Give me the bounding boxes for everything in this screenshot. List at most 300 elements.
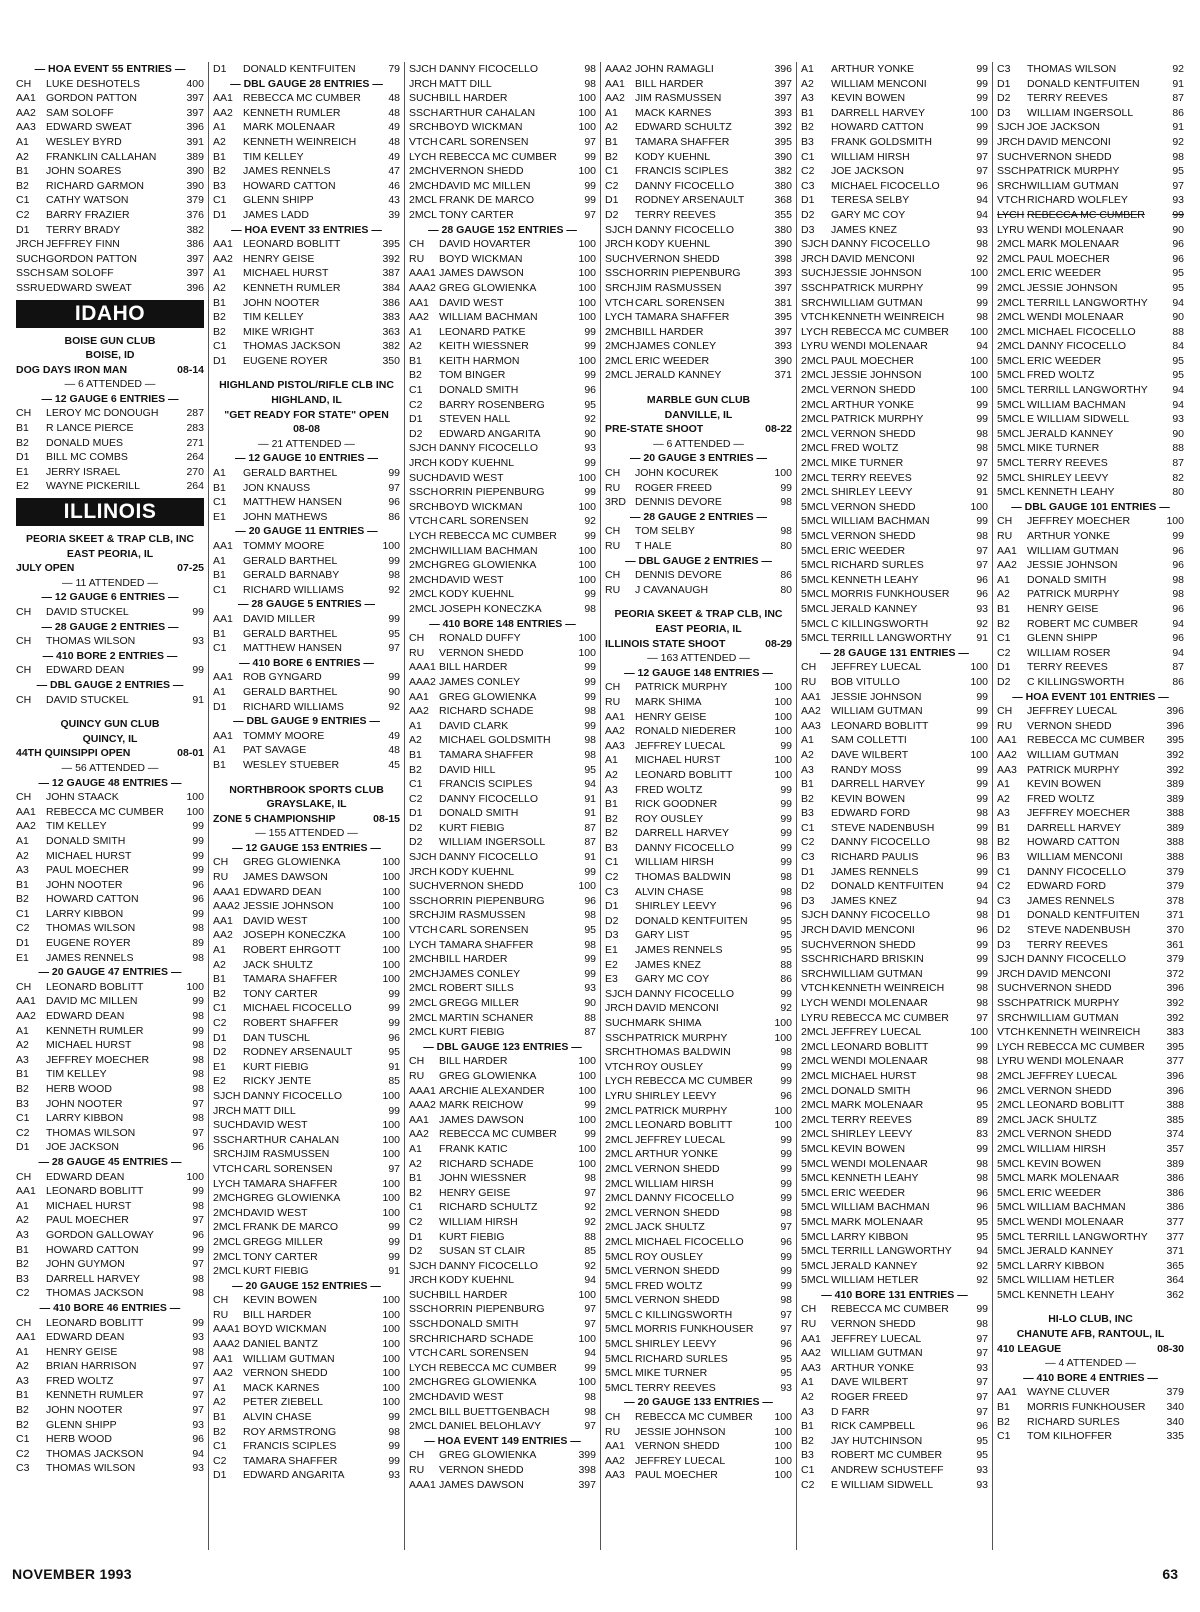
class-code: 2MCL bbox=[801, 1128, 830, 1141]
class-code: A3 bbox=[16, 1228, 29, 1241]
class-code: C1 bbox=[213, 340, 227, 353]
shooter-name: HOWARD CATTON bbox=[46, 893, 139, 906]
shooter-name: BRIAN HARRISON bbox=[46, 1360, 137, 1373]
shooter-name: FRED WOLTZ bbox=[1027, 792, 1095, 805]
event-header: — DBL GAUGE 2 ENTRIES — bbox=[36, 678, 184, 691]
score: 99 bbox=[780, 987, 792, 1000]
score: 386 bbox=[382, 296, 400, 309]
score: 100 bbox=[774, 1454, 792, 1467]
class-code: 2MCL bbox=[409, 588, 438, 601]
class-code: AAA2 bbox=[409, 281, 436, 294]
result-row bbox=[409, 193, 596, 208]
class-code: A1 bbox=[213, 467, 226, 480]
score: 85 bbox=[584, 1245, 596, 1258]
score: 95 bbox=[1172, 165, 1184, 178]
score: 97 bbox=[976, 1391, 988, 1404]
shooter-name: MATT DILL bbox=[243, 1104, 296, 1117]
score: 364 bbox=[1166, 1274, 1184, 1287]
result-row bbox=[605, 1235, 792, 1250]
class-code: C2 bbox=[409, 398, 423, 411]
shooter-name: DAN TUSCHL bbox=[243, 1031, 310, 1044]
score: 98 bbox=[976, 836, 988, 849]
result-row bbox=[605, 325, 792, 340]
result-row bbox=[801, 792, 988, 807]
class-code: SRCH bbox=[605, 281, 635, 294]
result-row bbox=[997, 1113, 1184, 1128]
class-code: E2 bbox=[213, 1075, 226, 1088]
class-code: RU bbox=[997, 719, 1013, 732]
result-row bbox=[213, 758, 400, 773]
class-code: SRCH bbox=[213, 1148, 243, 1161]
shoot-title bbox=[213, 812, 400, 827]
result-row bbox=[213, 466, 400, 481]
score: 99 bbox=[780, 1075, 792, 1088]
page-number: 63 bbox=[1162, 1566, 1178, 1582]
class-code: C2 bbox=[605, 179, 619, 192]
class-code: A1 bbox=[997, 573, 1010, 586]
score: 100 bbox=[774, 1411, 792, 1424]
shooter-name: FRANCIS SCIPLES bbox=[243, 1440, 337, 1453]
class-code: 5MCL bbox=[997, 1157, 1026, 1170]
result-row bbox=[409, 1346, 596, 1361]
result-row bbox=[16, 1272, 204, 1287]
shooter-name: SUSAN ST CLAIR bbox=[439, 1245, 526, 1258]
class-code: C1 bbox=[801, 150, 815, 163]
class-code: D1 bbox=[16, 223, 30, 236]
club-heading: EAST PEORIA, IL bbox=[655, 622, 742, 635]
result-row bbox=[16, 994, 204, 1009]
score: 96 bbox=[1172, 602, 1184, 615]
result-row bbox=[997, 894, 1184, 909]
result-row bbox=[801, 77, 988, 92]
result-row bbox=[213, 1162, 400, 1177]
shooter-name: KODY KUEHNL bbox=[439, 588, 515, 601]
class-code: AA1 bbox=[213, 540, 233, 552]
score: 95 bbox=[1172, 281, 1184, 294]
result-row bbox=[801, 1230, 988, 1245]
result-row bbox=[801, 427, 988, 442]
class-code: VTCH bbox=[801, 311, 830, 324]
score: 100 bbox=[578, 281, 596, 294]
shooter-name: MIKE WRIGHT bbox=[243, 325, 315, 338]
shooter-name: DONALD SMITH bbox=[831, 1084, 911, 1097]
result-row bbox=[997, 1429, 1184, 1444]
shooter-name: JERALD KANNEY bbox=[831, 1259, 918, 1272]
shooter-name: JOHN WIESSNER bbox=[439, 1172, 527, 1185]
shooter-name: DONALD MUES bbox=[46, 436, 124, 449]
shooter-name: DAVID STUCKEL bbox=[46, 606, 129, 618]
score: 100 bbox=[578, 121, 596, 134]
class-code: 2MCL bbox=[605, 1104, 634, 1117]
shooter-name: THOMAS WILSON bbox=[46, 922, 136, 935]
club-heading: QUINCY, IL bbox=[82, 732, 138, 745]
result-row bbox=[213, 237, 400, 252]
class-code: 2MCL bbox=[997, 1128, 1026, 1141]
score: 395 bbox=[382, 238, 400, 251]
result-row bbox=[801, 879, 988, 894]
class-code: 2MCL bbox=[409, 1405, 438, 1418]
shooter-name: JOE JACKSON bbox=[46, 1141, 119, 1154]
score: 99 bbox=[976, 121, 988, 134]
class-code: CH bbox=[16, 980, 32, 993]
class-code: B2 bbox=[801, 1434, 814, 1447]
result-row bbox=[997, 325, 1184, 340]
score: 96 bbox=[584, 894, 596, 907]
shooter-name: ROY OUSLEY bbox=[635, 1250, 704, 1263]
class-code: SJCH bbox=[801, 909, 829, 922]
shooter-name: SHIRLEY LEEVY bbox=[635, 900, 717, 913]
class-code: A1 bbox=[213, 744, 226, 757]
score: 96 bbox=[780, 1338, 792, 1351]
event-header: — DBL GAUGE 28 ENTRIES — bbox=[230, 77, 383, 90]
result-row bbox=[801, 1434, 988, 1449]
class-code: AA1 bbox=[213, 671, 233, 684]
class-code: SJCH bbox=[997, 121, 1025, 134]
result-row bbox=[213, 1147, 400, 1162]
result-row bbox=[801, 996, 988, 1011]
class-code: B1 bbox=[409, 748, 422, 761]
shooter-name: E WILLIAM SIDWELL bbox=[831, 1478, 934, 1491]
class-code: AA3 bbox=[605, 1469, 625, 1482]
class-code: AA2 bbox=[213, 252, 233, 265]
class-code: SSCH bbox=[213, 1133, 243, 1146]
shooter-name: REBECCA MC CUMBER bbox=[439, 530, 557, 542]
result-row bbox=[409, 835, 596, 850]
class-code: 2MCL bbox=[409, 602, 438, 615]
club-heading: HIGHLAND, IL bbox=[271, 394, 342, 407]
result-row bbox=[801, 865, 988, 880]
shooter-name: THOMAS WILSON bbox=[46, 1126, 136, 1139]
score: 386 bbox=[1166, 1172, 1184, 1185]
shooter-name: DAVID MILLER bbox=[243, 612, 316, 625]
shooter-name: BILL HARDER bbox=[439, 661, 508, 674]
shooter-name: TAMARA SHAFFER bbox=[439, 938, 534, 951]
score: 98 bbox=[192, 1053, 204, 1066]
result-row bbox=[16, 1111, 204, 1126]
shooter-name: JACK SHULTZ bbox=[243, 958, 313, 971]
shooter-name: WILLIAM MENCONI bbox=[831, 77, 927, 90]
class-code: 5MCL bbox=[605, 1265, 634, 1278]
score: 99 bbox=[584, 675, 596, 688]
result-row bbox=[801, 296, 988, 311]
event-header: — 410 BORE 46 ENTRIES — bbox=[39, 1301, 181, 1314]
result-row bbox=[213, 193, 400, 208]
shooter-name: KENNETH RUMLER bbox=[46, 1024, 144, 1037]
class-code: CH bbox=[16, 77, 32, 90]
shooter-name: SHIRLEY LEEVY bbox=[1027, 471, 1109, 484]
class-code: LYCH bbox=[213, 1177, 241, 1190]
class-code: A1 bbox=[16, 1024, 29, 1037]
score: 99 bbox=[780, 856, 792, 869]
score: 93 bbox=[976, 1464, 988, 1476]
result-row bbox=[16, 208, 204, 223]
score: 379 bbox=[1166, 880, 1184, 893]
result-row bbox=[801, 763, 988, 778]
result-row bbox=[213, 296, 400, 311]
score: 95 bbox=[976, 1099, 988, 1112]
class-code: B1 bbox=[997, 602, 1010, 615]
score: 371 bbox=[774, 369, 792, 382]
class-code: 2MCH bbox=[409, 967, 439, 980]
score: 96 bbox=[976, 179, 988, 192]
result-row bbox=[605, 568, 792, 583]
shooter-name: MARK SHIMA bbox=[635, 695, 702, 708]
result-row bbox=[605, 812, 792, 827]
club-heading: 08-08 bbox=[293, 423, 320, 436]
shooter-name: TIM KELLEY bbox=[243, 150, 304, 163]
score: 99 bbox=[192, 907, 204, 920]
score: 98 bbox=[1172, 588, 1184, 601]
score: 396 bbox=[1166, 719, 1184, 732]
class-code: 2MCL bbox=[801, 384, 830, 397]
score: 91 bbox=[1172, 121, 1184, 134]
class-code: D1 bbox=[16, 451, 30, 464]
class-code: D2 bbox=[997, 675, 1011, 688]
result-row bbox=[997, 266, 1184, 281]
class-code: CH bbox=[409, 632, 425, 645]
shooter-name: MICHAEL HURST bbox=[831, 1069, 917, 1082]
result-row bbox=[213, 164, 400, 179]
class-code: 2MCL bbox=[409, 208, 438, 221]
class-code: A2 bbox=[213, 958, 226, 971]
score: 99 bbox=[976, 398, 988, 411]
result-row bbox=[801, 529, 988, 544]
result-row bbox=[605, 223, 792, 238]
result-row bbox=[409, 179, 596, 194]
result-row bbox=[605, 1133, 792, 1148]
shooter-name: LUKE DESHOTELS bbox=[46, 77, 140, 90]
shooter-name: D FARR bbox=[831, 1405, 870, 1418]
class-code: E2 bbox=[16, 480, 29, 493]
result-row bbox=[997, 777, 1184, 792]
score: 99 bbox=[388, 1250, 400, 1263]
score: 92 bbox=[584, 1259, 596, 1272]
score: 397 bbox=[774, 325, 792, 338]
shooter-name: JAMES KNEZ bbox=[831, 894, 897, 907]
shoot-date: 08-15 bbox=[373, 812, 400, 825]
shooter-name: GORDON GALLOWAY bbox=[46, 1228, 154, 1241]
score: 92 bbox=[584, 515, 596, 528]
score: 98 bbox=[780, 871, 792, 884]
shooter-name: JEFFREY LUECAL bbox=[831, 661, 922, 674]
result-row bbox=[16, 450, 204, 465]
result-row bbox=[16, 1228, 204, 1243]
score: 100 bbox=[186, 1170, 204, 1183]
class-code: 5MCL bbox=[801, 1172, 830, 1185]
class-code: A2 bbox=[997, 588, 1010, 601]
result-row bbox=[605, 62, 792, 77]
shooter-name: DANNY FICOCELLO bbox=[635, 179, 734, 192]
result-row bbox=[213, 510, 400, 525]
result-row bbox=[997, 660, 1184, 675]
score: 86 bbox=[1172, 675, 1184, 688]
result-row bbox=[801, 675, 988, 690]
result-row bbox=[605, 1118, 792, 1133]
shooter-name: TONY CARTER bbox=[243, 987, 318, 1000]
class-code: AA1 bbox=[213, 612, 233, 625]
result-row bbox=[16, 252, 204, 267]
score: 87 bbox=[584, 836, 596, 849]
class-code: SJCH bbox=[409, 442, 437, 455]
class-code: SJCH bbox=[409, 1259, 437, 1272]
result-row bbox=[409, 1463, 596, 1478]
shooter-name: ROGER FREED bbox=[831, 1391, 909, 1404]
shooter-name: KENNETH LEAHY bbox=[831, 573, 919, 586]
score: 99 bbox=[976, 778, 988, 791]
shooter-name: PETER ZIEBELL bbox=[243, 1396, 323, 1409]
state-banner: ILLINOIS bbox=[16, 498, 204, 526]
result-row bbox=[605, 310, 792, 325]
shooter-name: KURT FIEBIG bbox=[439, 821, 505, 834]
result-row bbox=[213, 1381, 400, 1396]
score: 100 bbox=[578, 471, 596, 484]
class-code: AA2 bbox=[213, 106, 233, 119]
shooter-name: DONALD KENTFUITEN bbox=[831, 880, 944, 893]
score: 96 bbox=[976, 1201, 988, 1214]
score: 388 bbox=[1166, 807, 1184, 820]
class-code: A1 bbox=[16, 1345, 29, 1358]
class-code: B1 bbox=[605, 798, 618, 811]
class-code: SSRU bbox=[16, 281, 46, 294]
shooter-name: SHIRLEY LEEVY bbox=[635, 1089, 717, 1102]
shooter-name: DAVID WEST bbox=[439, 1391, 504, 1404]
class-code: B1 bbox=[16, 1243, 29, 1256]
spacer bbox=[16, 707, 204, 717]
shooter-name: KEVIN BOWEN bbox=[831, 792, 906, 805]
class-code: 5MCL bbox=[997, 427, 1026, 440]
score: 98 bbox=[976, 1055, 988, 1068]
score: 99 bbox=[976, 719, 988, 732]
result-row bbox=[16, 1418, 204, 1433]
shooter-name: JESSIE JOHNSON bbox=[831, 690, 922, 703]
result-row bbox=[409, 748, 596, 763]
score: 388 bbox=[1166, 851, 1184, 864]
result-row bbox=[801, 1200, 988, 1215]
shooter-name: EDWARD DEAN bbox=[46, 1010, 125, 1023]
result-row bbox=[801, 266, 988, 281]
shooter-name: WENDI MOLENAAR bbox=[831, 1157, 928, 1170]
class-code: 2MCH bbox=[409, 165, 439, 178]
score: 91 bbox=[388, 1060, 400, 1073]
score: 388 bbox=[1166, 1099, 1184, 1112]
result-row bbox=[801, 719, 988, 734]
result-row bbox=[409, 777, 596, 792]
score: 98 bbox=[192, 1039, 204, 1052]
result-row bbox=[409, 690, 596, 705]
result-row bbox=[801, 733, 988, 748]
shooter-name: WESLEY STUEBER bbox=[243, 758, 340, 771]
shooter-name: MARK MOLENAAR bbox=[1027, 1172, 1120, 1185]
shooter-name: MARK SHIMA bbox=[635, 1017, 702, 1029]
score: 99 bbox=[388, 467, 400, 480]
shooter-name: RICHARD SCHADE bbox=[439, 705, 534, 718]
shooter-name: WAYNE CLUVER bbox=[1027, 1386, 1110, 1399]
class-code: AA1 bbox=[997, 544, 1017, 557]
shooter-name: DONALD KENTFUITEN bbox=[1027, 77, 1140, 90]
score: 100 bbox=[970, 748, 988, 761]
class-code: SJCH bbox=[801, 238, 829, 251]
shooter-name: WILLIAM MENCONI bbox=[1027, 851, 1123, 864]
club-heading: PEORIA SKEET & TRAP CLB, INC bbox=[614, 608, 783, 621]
class-code: B2 bbox=[605, 827, 618, 840]
score: 91 bbox=[192, 693, 204, 706]
class-code: AA1 bbox=[213, 92, 233, 105]
score: 379 bbox=[1166, 865, 1184, 878]
score: 97 bbox=[780, 1221, 792, 1234]
shooter-name: THOMAS WILSON bbox=[1027, 63, 1117, 75]
score: 99 bbox=[388, 1235, 400, 1248]
shooter-name: KENNETH WEINREICH bbox=[1027, 1026, 1141, 1039]
class-code: C1 bbox=[801, 1464, 815, 1476]
result-row bbox=[801, 821, 988, 836]
class-code: AA1 bbox=[997, 734, 1017, 747]
score: 100 bbox=[382, 1367, 400, 1380]
class-code: LYCH bbox=[409, 530, 437, 542]
shooter-name: VERNON SHEDD bbox=[1027, 150, 1112, 163]
shooter-name: WILLIAM BACHMAN bbox=[1027, 1201, 1126, 1214]
result-row bbox=[801, 573, 988, 588]
shooter-name: TERRY REEVES bbox=[635, 1381, 716, 1394]
shooter-name: GERALD BARTHEL bbox=[243, 554, 338, 567]
class-code: C3 bbox=[16, 1462, 30, 1475]
score: 96 bbox=[192, 1433, 204, 1446]
result-row bbox=[409, 1113, 596, 1128]
score: 98 bbox=[192, 951, 204, 964]
score: 94 bbox=[1172, 296, 1184, 309]
score: 397 bbox=[774, 77, 792, 90]
class-code: D2 bbox=[801, 208, 815, 221]
shooter-name: JESSIE JOHNSON bbox=[243, 900, 334, 913]
shooter-name: FRED WOLTZ bbox=[635, 783, 703, 796]
shooter-name: JOHN STAACK bbox=[46, 791, 119, 804]
shooter-name: RICHARD SURLES bbox=[1027, 1415, 1120, 1428]
score: 270 bbox=[186, 465, 204, 478]
shooter-name: DARRELL HARVEY bbox=[635, 827, 729, 840]
score: 85 bbox=[388, 1075, 400, 1088]
score: 94 bbox=[584, 778, 596, 791]
score: 100 bbox=[970, 675, 988, 688]
score: 368 bbox=[774, 194, 792, 207]
result-row bbox=[997, 1288, 1184, 1303]
class-code: C2 bbox=[16, 1447, 30, 1460]
result-row bbox=[801, 617, 988, 632]
score: 97 bbox=[780, 1323, 792, 1336]
shooter-name: DANNY FICOCELLO bbox=[1027, 953, 1126, 966]
shooter-name: TIM KELLEY bbox=[243, 311, 304, 324]
score: 398 bbox=[774, 252, 792, 265]
result-row bbox=[997, 558, 1184, 573]
result-row bbox=[409, 106, 596, 121]
shooter-name: WENDI MOLENAAR bbox=[831, 340, 928, 353]
result-row bbox=[16, 1286, 204, 1301]
score: 43 bbox=[388, 194, 400, 207]
result-row bbox=[213, 1191, 400, 1206]
shoot-name: ZONE 5 CHAMPIONSHIP bbox=[213, 812, 336, 825]
result-row bbox=[16, 1316, 204, 1331]
result-row bbox=[16, 634, 204, 649]
result-row bbox=[605, 296, 792, 311]
class-code: B2 bbox=[605, 150, 618, 163]
score: 98 bbox=[976, 1318, 988, 1331]
score: 99 bbox=[976, 135, 988, 148]
result-row bbox=[605, 1425, 792, 1440]
shoot-title bbox=[16, 561, 204, 576]
class-code: LYRU bbox=[605, 1089, 633, 1102]
shooter-name: FRANK DE MARCO bbox=[243, 1221, 339, 1234]
class-code: B1 bbox=[409, 354, 422, 367]
score: 86 bbox=[388, 510, 400, 523]
shooter-name: TERRY REEVES bbox=[831, 471, 912, 484]
